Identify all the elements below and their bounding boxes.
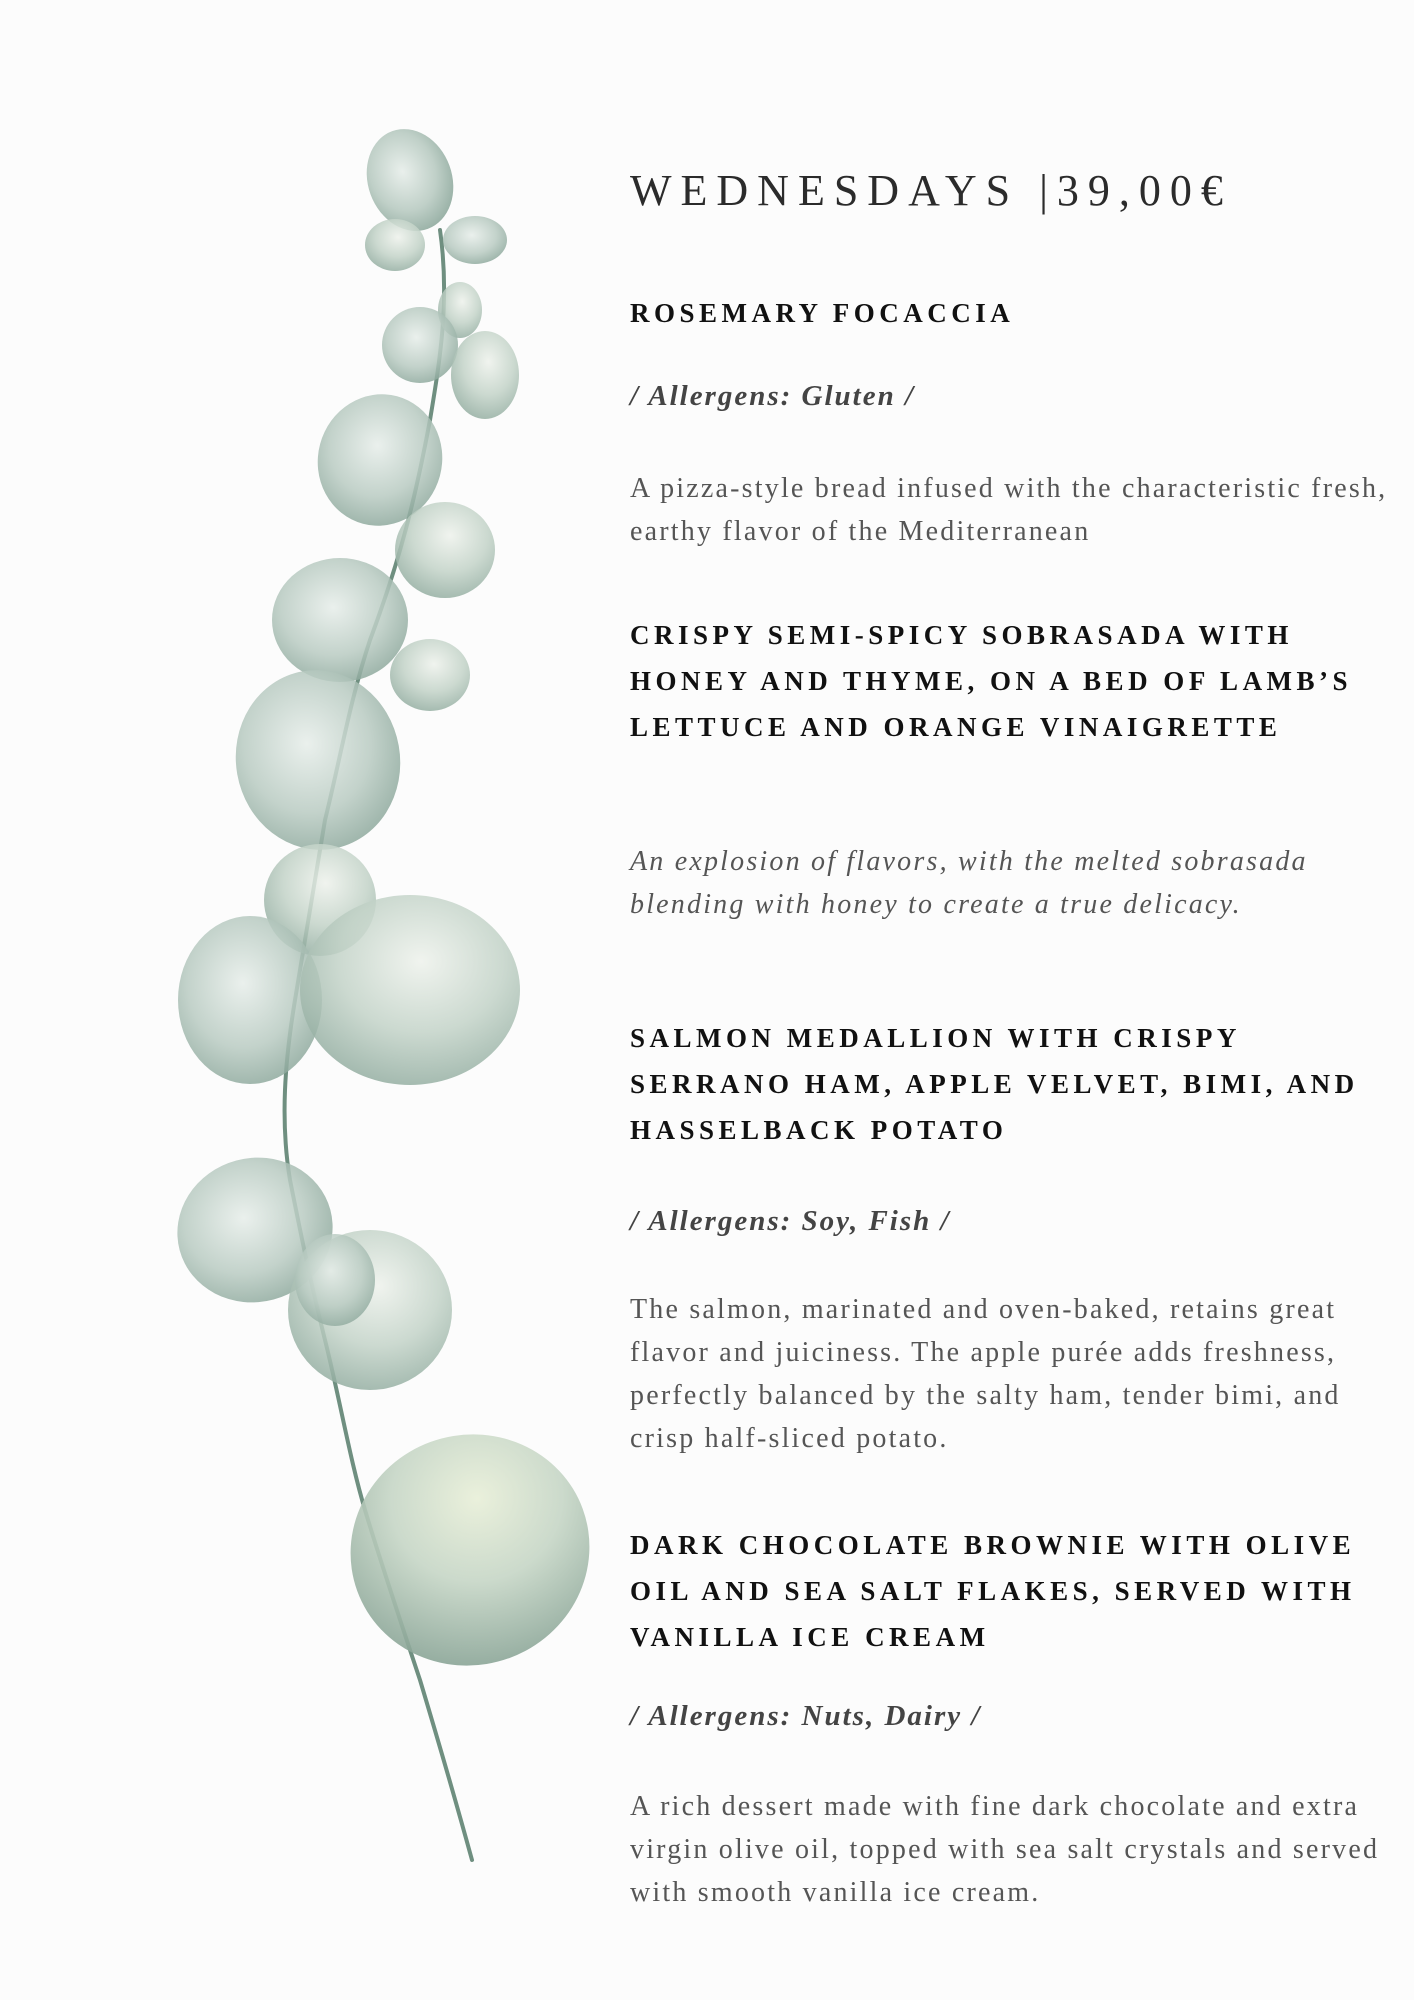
dish-description-brownie: A rich dessert made with fine dark chocolate and extra virgin olive oil, topped with sea salt crystals and served with smooth vanilla ice cream. — [630, 1791, 1380, 1908]
menu-title: WEDNESDAYS |39,00€ — [630, 166, 1232, 216]
eucalyptus-branch-icon — [100, 120, 620, 1900]
dish-allergens-focaccia: / Allergens: Gluten / — [630, 380, 916, 412]
dish-description-sobrasada: An explosion of flavors, with the melted sobrasada blending with honey to create a true delicacy. — [630, 846, 1308, 920]
dish-name-brownie: DARK CHOCOLATE BROWNIE WITH OLIVE OIL AND SEA SALT FLAKES, SERVED WITH VANILLA ICE CREAM — [630, 1530, 1356, 1652]
dish-allergens-salmon: / Allergens: Soy, Fish / — [630, 1205, 951, 1237]
dish-description-salmon: The salmon, marinated and oven-baked, retains great flavor and juiciness. The apple purée adds freshness, perfectly balanced by the salty ham, tender bimi, and crisp half-sliced potato. — [630, 1294, 1341, 1454]
dish-name-sobrasada: CRISPY SEMI-SPICY SOBRASADA WITH HONEY AND THYME, ON A BED OF LAMB’S LETTUCE AND ORANGE VINAIGRETTE — [630, 620, 1353, 742]
dish-name-focaccia: ROSEMARY FOCACCIA — [630, 298, 1015, 328]
dish-allergens-brownie: / Allergens: Nuts, Dairy / — [630, 1700, 982, 1732]
dish-description-focaccia: A pizza-style bread infused with the characteristic fresh, earthy flavor of the Mediterranean — [630, 473, 1388, 547]
dish-name-salmon: SALMON MEDALLION WITH CRISPY SERRANO HAM, APPLE VELVET, BIMI, AND HASSELBACK POTATO — [630, 1023, 1359, 1145]
